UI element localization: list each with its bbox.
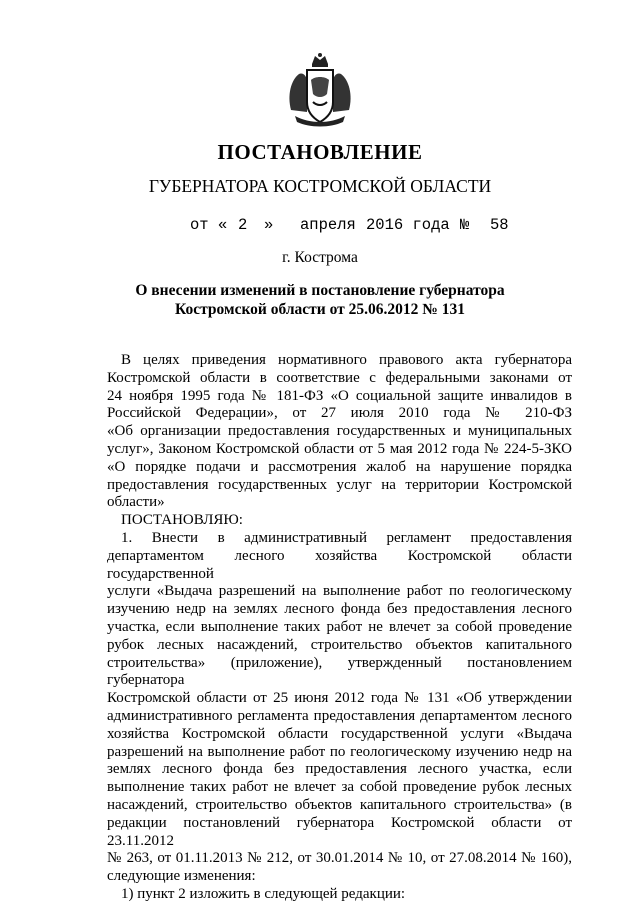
resolution-word: ПОСТАНОВЛЯЮ:	[121, 512, 243, 529]
document-heading	[0, 281, 640, 319]
city-line: г. Кострома	[282, 249, 358, 266]
body-line: рубок лесных насаждений, строительство объектов капитального	[107, 636, 572, 653]
date-prefix: от «	[190, 216, 228, 234]
body-line: следующие изменения:	[107, 868, 256, 885]
document-type-title: ПОСТАНОВЛЕНИЕ	[217, 140, 423, 164]
body-line: редакции постановлений губернатора Костромской области от 23.11.2012	[107, 814, 572, 849]
date-day: 2	[238, 216, 248, 234]
body-line: департаментом лесного хозяйства Костромской области государственной	[107, 547, 572, 582]
body-line: разрешений на выполнение работ по геологическому изучению недр на	[107, 743, 572, 760]
heading-line: О внесении изменений в постановление губернатора	[135, 282, 505, 299]
body-line: 1) пункт 2 изложить в следующей редакции:	[121, 885, 406, 902]
body-line: Костромской области в соответствие с федеральными законами от	[107, 369, 572, 386]
body-line: «О порядке подачи и рассмотрения жалоб на нарушение порядка	[107, 458, 572, 475]
heading-line: Костромской области от 25.06.2012 № 131	[175, 301, 465, 318]
body-line: № 263, от 01.11.2013 № 212, от 30.01.2014 № 10, от 27.08.2014 № 160),	[107, 850, 572, 867]
issuer-title: ГУБЕРНАТОРА КОСТРОМСКОЙ ОБЛАСТИ	[148, 176, 492, 196]
body-line: услуг», Законом Костромской области от 5 мая 2012 года № 224-5-ЗКО	[107, 440, 572, 457]
body-line: Российской Федерации», от 27 июля 2010 года № 210-ФЗ	[107, 405, 572, 422]
number-sign: №	[460, 216, 470, 234]
body-line: административного регламента предоставления департаментом лесного	[107, 707, 572, 724]
date-close-quote: »	[264, 216, 274, 234]
body-line: выполнение таких работ не влечет за собой проведение рубок лесных	[107, 779, 572, 796]
body-line: услуги «Выдача разрешений на выполнение работ по геологическому	[107, 583, 572, 600]
body-line: 24 ноября 1995 года № 181-ФЗ «О социальной защите инвалидов в	[107, 387, 572, 404]
body-line: насаждений, строительство объектов капитального строительства» (в	[107, 796, 572, 813]
coat-of-arms-emblem	[285, 50, 355, 128]
body-line: участка, если выполнение таких работ не влечет за собой проведение	[107, 618, 572, 635]
body-line: «Об организации предоставления государственных и муниципальных	[107, 423, 572, 440]
date-year: 2016 года	[366, 216, 450, 234]
body-line: строительства» (приложение), утвержденный постановлением губернатора	[107, 654, 572, 689]
body-line: 1. Внести в административный регламент предоставления	[121, 529, 572, 546]
body-line: В целях приведения нормативного правового акта губернатора	[121, 352, 572, 368]
date-month: апреля	[300, 216, 356, 234]
body-line: Костромской области от 25 июня 2012 года № 131 «Об утверждении	[107, 690, 572, 707]
body-line: предоставления государственных услуг на территории Костромской	[107, 476, 572, 493]
body-line: изучению недр на землях лесного фонда без предоставления лесного	[107, 601, 572, 618]
document-number: 58	[490, 216, 509, 234]
document-body	[107, 352, 572, 904]
body-line: хозяйства Костромской области государственной услуги «Выдача	[107, 725, 572, 742]
body-line: землях лесного фонда без предоставления лесного участка, если	[107, 761, 572, 778]
body-line: области»	[107, 494, 165, 511]
